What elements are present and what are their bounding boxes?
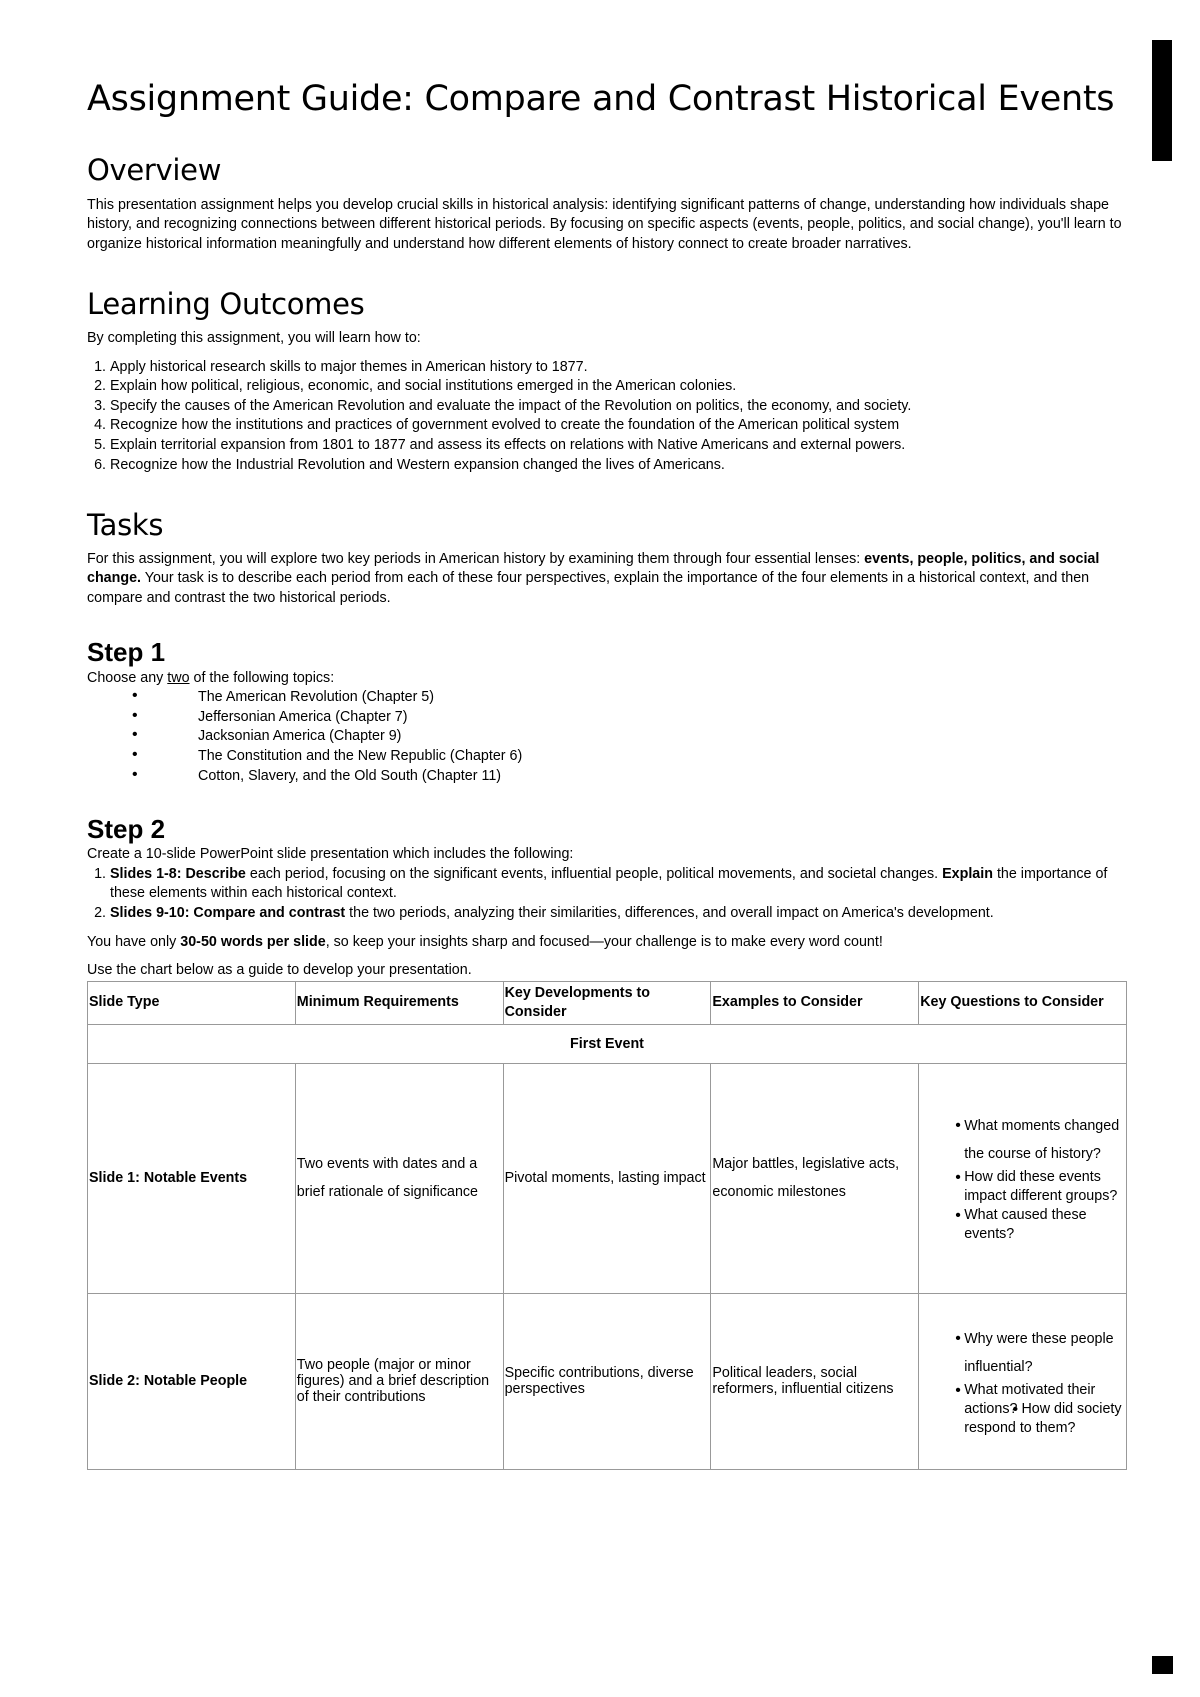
table-header-row <box>88 981 1127 1024</box>
outcome-item: 3. Specify the causes of the American Revolution and evaluate the impact of the Revolution on politics, the economy, and society. <box>110 397 1127 417</box>
table-header: Key Developments to Consider <box>503 981 711 1024</box>
tasks-text: For this assignment, you will explore two key periods in American history by examining them through four essential lenses: events, people, politics, and social change. Your task is to describe each period from each of these four perspectives, explain the importance of the four elements in a historical context, and then compare and contrast the two historical periods. <box>87 550 1100 606</box>
table-header: Minimum Requirements <box>295 981 503 1024</box>
slide-type-cell: Slide 2: Notable People <box>88 1293 296 1469</box>
question: • Why were these people influential? <box>964 1331 1113 1375</box>
developments-cell: Pivotal moments, lasting impact <box>503 1063 711 1293</box>
topic-item: • The Constitution and the New Republic (Chapter 6) <box>87 747 1127 767</box>
table-row <box>88 1063 1127 1293</box>
developments-cell: Specific contributions, diverse perspectives <box>503 1293 711 1469</box>
overview-heading: Overview <box>87 153 222 187</box>
question: • How did society respond to them? <box>964 1401 1121 1436</box>
table-header: Key Questions to Consider <box>919 981 1127 1024</box>
step1-intro: Choose any two of the following topics: <box>87 669 335 686</box>
question-group <box>964 1381 1124 1438</box>
question: • What caused these events? <box>964 1207 1086 1242</box>
topic-item: • The American Revolution (Chapter 5) <box>87 688 1127 708</box>
page-edge-bar <box>1152 40 1172 161</box>
step2-item: 1. Slides 1-8: Describe each period, focusing on the significant events, influential people, political movements, and societal changes. Explain the importance of these elements within each historical context. <box>110 865 1127 904</box>
examples-cell: Major battles, legislative acts, economic milestones <box>711 1063 919 1293</box>
outcomes-heading: Learning Outcomes <box>87 287 365 322</box>
topic-item: • Jeffersonian America (Chapter 7) <box>87 708 1127 728</box>
word-limit-note: You have only 30-50 words per slide, so keep your insights sharp and focused—your challenge is to make every word count! <box>87 933 883 950</box>
guide-table <box>87 981 1127 1470</box>
page-title: Assignment Guide: Compare and Contrast Historical Events <box>87 79 1115 119</box>
table-header: Slide Type <box>88 981 296 1024</box>
table-section-row <box>88 1024 1127 1063</box>
outcome-item: 5. Explain territorial expansion from 1801 to 1877 and assess its effects on relations with Native Americans and external powers. <box>110 436 1127 456</box>
section-label: First Event <box>88 1024 1127 1063</box>
question: • What motivated their actions? <box>964 1382 1095 1417</box>
outcomes-intro: By completing this assignment, you will learn how to: <box>87 330 421 347</box>
topic-item: • Jacksonian America (Chapter 9) <box>87 727 1127 747</box>
question: • How did these events impact different groups? <box>964 1169 1117 1204</box>
question-group <box>964 1168 1124 1244</box>
requirements-cell: Two people (major or minor figures) and a brief description of their contributions <box>295 1293 503 1469</box>
topic-list <box>87 688 1127 786</box>
step2-item: 2. Slides 9-10: Compare and contrast the two periods, analyzing their similarities, differences, and overall impact on America's development. <box>110 904 1127 924</box>
outcome-item: 1. Apply historical research skills to major themes in American history to 1877. <box>110 358 1127 378</box>
step1-heading: Step 1 <box>87 637 166 668</box>
requirements-cell: Two events with dates and a brief rationale of significance <box>295 1063 503 1293</box>
step2-list <box>87 865 1127 924</box>
outcome-item: 6. Recognize how the Industrial Revolution and Western expansion changed the lives of Americans. <box>110 456 1127 476</box>
question: • What moments changed the course of history? <box>964 1112 1124 1168</box>
slide-type-cell: Slide 1: Notable Events <box>88 1063 296 1293</box>
table-row <box>88 1293 1127 1469</box>
tasks-heading: Tasks <box>87 508 164 543</box>
outcome-item: 4. Recognize how the institutions and practices of government evolved to create the foundation of the American political system <box>110 416 1127 436</box>
topic-item: • Cotton, Slavery, and the Old South (Chapter 11) <box>87 767 1127 787</box>
questions-cell <box>919 1063 1127 1293</box>
document-page <box>87 78 1127 1470</box>
chart-intro: Use the chart below as a guide to develop your presentation. <box>87 962 472 979</box>
question-group <box>964 1325 1124 1381</box>
overview-text: This presentation assignment helps you develop crucial skills in historical analysis: identifying significant patterns of change, understanding how individuals shape history, and recognizing connections between different historical periods. By focusing on specific aspects (events, people, politics, and social change), you'll learn to organize historical information meaningfully and understand how different elements of history connect to create broader narratives. <box>87 196 1122 252</box>
outcomes-list <box>87 358 1127 476</box>
examples-cell: Political leaders, social reformers, influential citizens <box>711 1293 919 1469</box>
questions-cell <box>919 1293 1127 1469</box>
page-corner-marker <box>1152 1656 1173 1674</box>
table-header: Examples to Consider <box>711 981 919 1024</box>
step2-heading: Step 2 <box>87 814 166 845</box>
step2-intro: Create a 10-slide PowerPoint slide presentation which includes the following: <box>87 846 574 863</box>
outcome-item: 2. Explain how political, religious, economic, and social institutions emerged in the American colonies. <box>110 377 1127 397</box>
